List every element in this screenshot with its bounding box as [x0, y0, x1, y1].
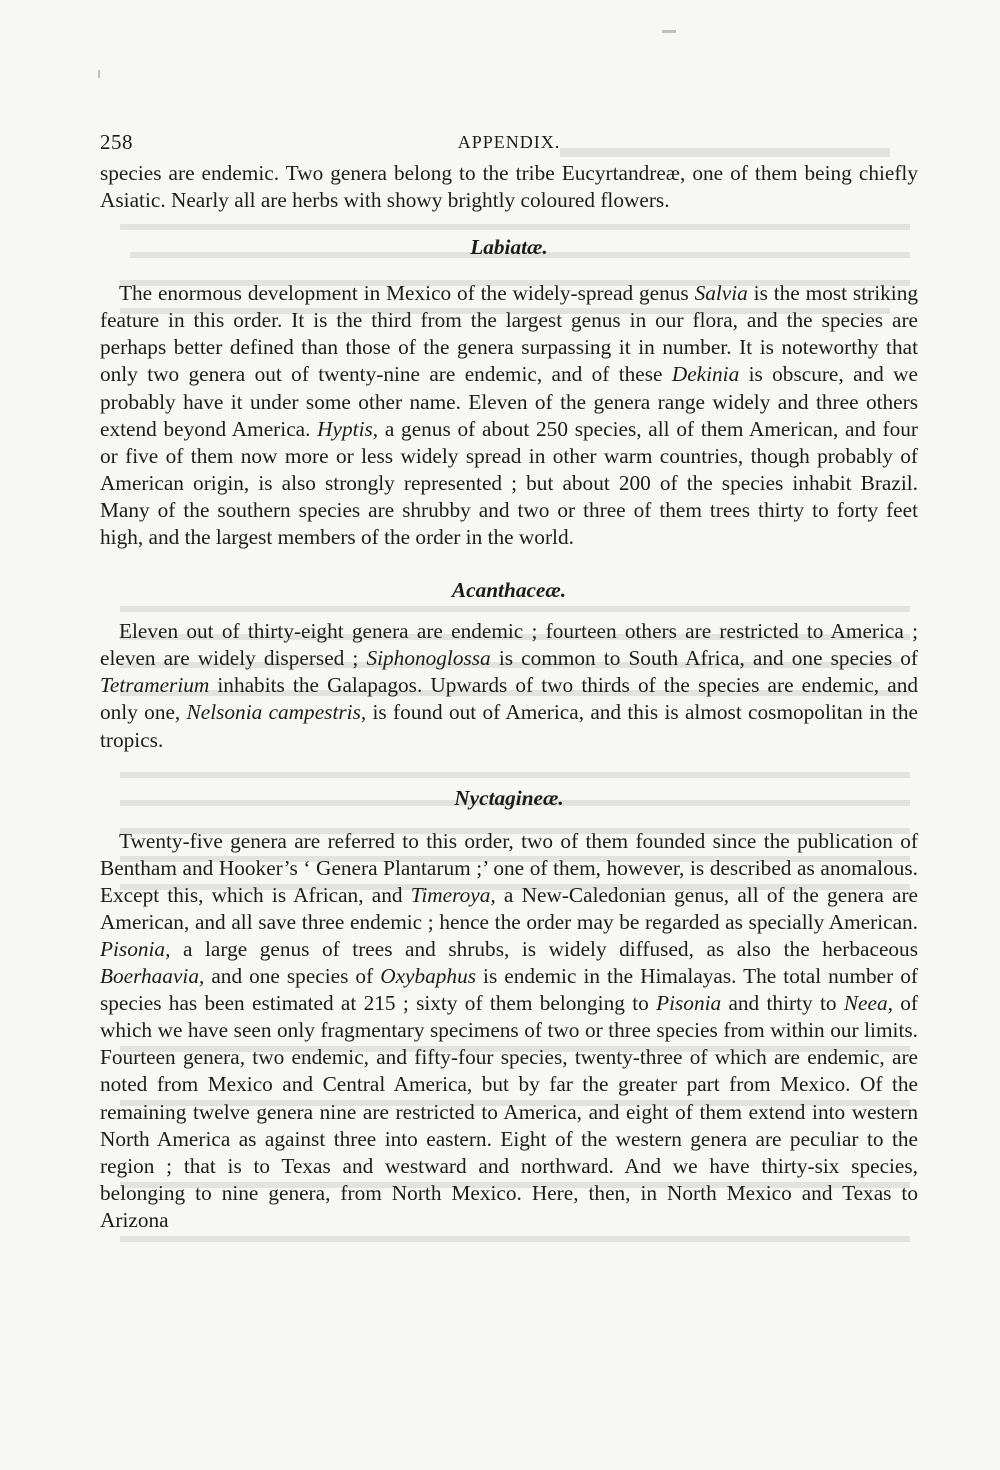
- text-run: inhabits the Galapagos. Upwards of two thirds of the species are endemic, and only one,: [100, 673, 918, 725]
- body-text: [100, 160, 918, 1234]
- text-run: is found out of America, and this is almost cosmopolitan in the tropics.: [100, 700, 918, 752]
- section-heading-labiatae: Labiatæ.: [470, 235, 548, 260]
- running-head: [100, 128, 918, 160]
- genus-name: Salvia: [694, 281, 748, 306]
- book-page: [100, 128, 918, 1234]
- text-run: a New-Caledonian genus, all of the genera are American, and all save three endemic ; hence the order may be regarded as specially American.: [100, 882, 919, 934]
- section-heading-acanthaceae: Acanthaceæ.: [451, 578, 567, 603]
- genus-name: Boerhaavia,: [100, 964, 205, 989]
- genus-name: Pisonia: [656, 991, 722, 1016]
- nyctagineae-paragraph: [100, 828, 918, 1234]
- genus-name: Oxybaphus: [380, 964, 477, 989]
- text-run: of which we have seen only fragmentary specimens of two or three species from within our limits. Fourteen genera, two endemic, and fifty-four species, twenty-three of which are endemic, are noted from Mexico and Central America, but by far the greater part from Mexico. Of the remaining twelve genera nine are restricted to America, and eight of them extend into western North America as against three into eastern. Eight of the western genera are peculiar to the region ; that is to Texas and westward and northward. And we have thirty-six species, belonging to nine genera, from North Mexico. Here, then, in North Mexico and Texas to Arizona: [100, 991, 918, 1232]
- intro-paragraph: [100, 160, 918, 214]
- genus-name: Pisonia,: [100, 936, 171, 961]
- text-run: The enormous development in Mexico of the widely-spread genus: [119, 281, 695, 306]
- genus-name: Neea,: [843, 991, 893, 1016]
- genus-name: Tetramerium: [100, 673, 210, 698]
- text-run: is endemic in the Himalayas. The total number of species has been estimated at 215 ; sixty of them belonging to: [100, 964, 918, 1016]
- running-title: APPENDIX.: [457, 132, 561, 152]
- genus-name: Siphonoglossa: [366, 646, 491, 671]
- page-number: 258: [100, 130, 133, 154]
- section-heading-nyctagineae: Nyctagineæ.: [454, 785, 564, 810]
- text-run: Twenty-five genera are referred to this order, two of them founded since the publication of Bentham and Hooker’s ‘ Genera Plantarum ;’ one of them, however, is described as anomalous. Except this, which is African, and: [100, 828, 918, 907]
- text-run: is obscure, and we probably have it under some other name. Eleven of the genera range widely and three others extend beyond America.: [100, 362, 919, 441]
- acanthaceae-paragraph: [100, 618, 918, 753]
- text-run: is common to South Africa, and one species of: [490, 646, 918, 671]
- text-run: and one species of: [204, 964, 381, 989]
- text-run: a genus of about 250 species, all of them American, and four or five of them now more or less widely spread in other warm countries, though probably of American origin, is also strongly represented ; but about 200 of the species inhabit Brazil. Many of the southern species are shrubby and two or three of them trees thirty to forty feet high, and the largest members of the order in the world.: [100, 416, 918, 550]
- genus-name: Timeroya,: [410, 882, 496, 907]
- species-name: Nelsonia campestris,: [186, 700, 367, 725]
- text-run: is the most striking feature in this order. It is the third from the largest genus in our flora, and the species are perhaps better defined than those of the genera surpassing it in number. It is noteworthy that only two genera out of twenty-nine are endemic, and of these: [100, 281, 918, 387]
- labiatae-paragraph: [100, 280, 918, 551]
- genus-name: Dekinia: [671, 362, 740, 387]
- text-run: and thirty to: [721, 991, 844, 1016]
- text-run: species are endemic. Two genera belong to the tribe Eucyrtandreæ, one of them being chiefly Asiatic. Nearly all are herbs with showy brightly coloured flowers.: [100, 161, 918, 213]
- genus-name: Hyptis,: [317, 416, 379, 441]
- text-run: Eleven out of thirty-eight genera are endemic ; fourteen others are restricted to America ; eleven are widely dispersed ;: [100, 619, 918, 671]
- text-run: a large genus of trees and shrubs, is widely diffused, as also the herbaceous: [170, 936, 918, 961]
